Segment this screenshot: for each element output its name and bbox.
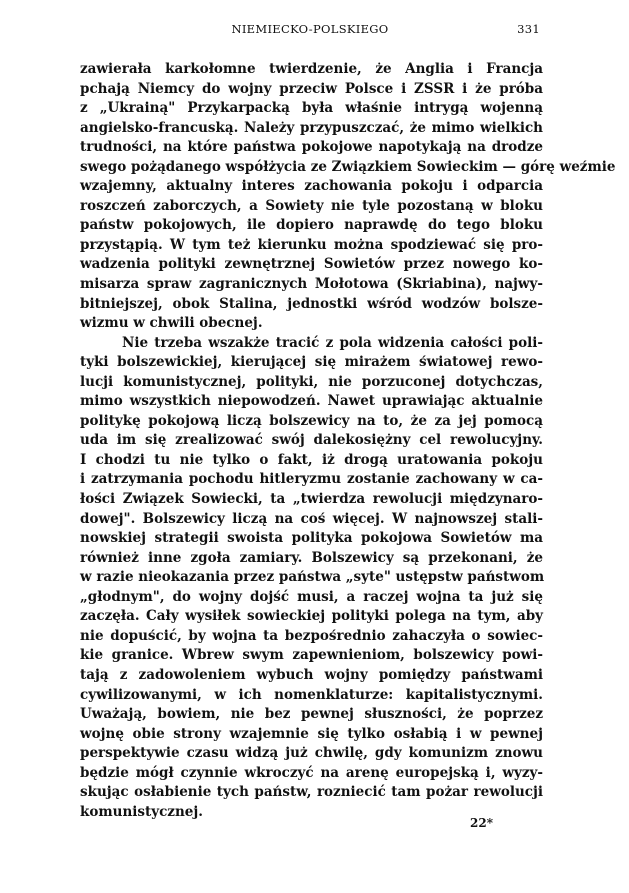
text-line: roszczeń zaborczych, a Sowiety nie tyle pozostaną w bloku: [80, 197, 543, 214]
text-line: również inne zgoła zamiary. Bolszewicy są przekonani, że: [80, 549, 543, 566]
text-line: kie granice. Wbrew swym zapewnieniom, bolszewicy powi-: [80, 647, 543, 664]
text-line: przystąpią. W tym też kierunku można spodziewać się pro-: [80, 236, 543, 253]
text-line: wizmu w chwili obecnej.: [80, 315, 263, 332]
text-line: bitniejszej, obok Stalina, jednostki wśród wodzów bolsze-: [80, 295, 543, 312]
text-line: I chodzi tu nie tylko o fakt, iż drogą uratowania pokoju: [80, 451, 543, 468]
text-line: komunistycznej.: [80, 803, 203, 820]
running-head: [80, 22, 540, 40]
text-line: mimo wszystkich niepowodzeń. Nawet uprawiając aktualnie: [80, 393, 543, 410]
text-line: tyki bolszewickiej, kierującej się mirażem światowej rewo-: [80, 354, 543, 371]
text-line: politykę pokojową liczą bolszewicy na to, że za jej pomocą: [80, 412, 543, 429]
text-line: zaczęła. Cały wysiłek sowieckiej polityki polega na tym, aby: [80, 608, 543, 625]
text-line: pchają Niemcy do wojny przeciw Polsce i ZSSR i że próba: [80, 80, 543, 97]
text-line: cywilizowanymi, w ich nomenklaturze: kapitalistycznymi.: [80, 686, 543, 703]
text-line: skując osłabienie tych państw, rozniecić tam pożar rewolucji: [80, 784, 543, 801]
text-line: nowskiej strategii swoista polityka pokojowa Sowietów ma: [80, 530, 543, 547]
text-line: Uważają, bowiem, nie bez pewnej słuszności, że poprzez: [80, 706, 543, 723]
page-number: 331: [517, 22, 540, 36]
text-line: uda im się zrealizować swój dalekosiężny cel rewolucyjny.: [80, 432, 543, 449]
text-line: wzajemny, aktualny interes zachowania pokoju i odparcia: [80, 178, 543, 195]
text-line: i zatrzymania pochodu hitleryzmu zostanie zachowany w ca-: [80, 471, 543, 488]
text-line: państw pokojowych, ile dopiero naprawdę do tego bloku: [80, 217, 543, 234]
text-line: zawierała karkołomne twierdzenie, że Anglia i Francja: [80, 61, 543, 77]
text-line: w razie nieokazania przez państwa „syte" ustępstw państwom: [80, 569, 545, 586]
text-line: perspektywie czasu widzą już chwilę, gdy komunizm znowu: [80, 745, 543, 762]
text-line: wojnę obie strony wzajemnie się tylko osłabią i w pewnej: [80, 725, 543, 742]
text-line: „głodnym", do wojny dojść musi, a raczej wojna ta już się: [80, 588, 543, 605]
text-line: angielsko-francuską. Należy przypuszczać, że mimo wielkich: [80, 119, 543, 136]
text-line: dowej". Bolszewicy liczą na coś więcej. W najnowszej stali-: [80, 510, 543, 527]
text-line: misarza spraw zagranicznych Mołotowa (Skriabina), najwy-: [80, 276, 543, 293]
text-line: lucji komunistycznej, polityki, nie porzuconej dotychczas,: [80, 373, 543, 390]
text-line: będzie mógł czynnie wkroczyć na arenę europejską i, wyzy-: [80, 764, 543, 781]
text-line: wadzenia polityki zewnętrznej Sowietów przez nowego ko-: [80, 256, 543, 273]
text-line: nie dopuścić, by wojna ta bezpośrednio zahaczyła o sowiec-: [80, 627, 543, 644]
text-line: swego pożądanego współżycia ze Związkiem Sowieckim — górę weźmie: [80, 158, 616, 175]
text-line: trudności, na które państwa pokojowe napotykają na drodze: [80, 139, 543, 156]
text-line: tają z zadowoleniem wybuch wojny pomiędzy państwami: [80, 666, 543, 683]
text-line: łości Związek Sowiecki, ta „twierdza rewolucji międzynaro-: [80, 491, 543, 508]
text-line: z „Ukrainą" Przykarpacką była właśnie intrygą wojenną: [80, 100, 543, 117]
text-line: Nie trzeba wszakże tracić z pola widzenia całości poli-: [122, 334, 543, 351]
body-text: [80, 60, 616, 822]
signature-mark: 22*: [470, 816, 493, 830]
running-title: NIEMIECKO-POLSKIEGO: [231, 22, 389, 36]
